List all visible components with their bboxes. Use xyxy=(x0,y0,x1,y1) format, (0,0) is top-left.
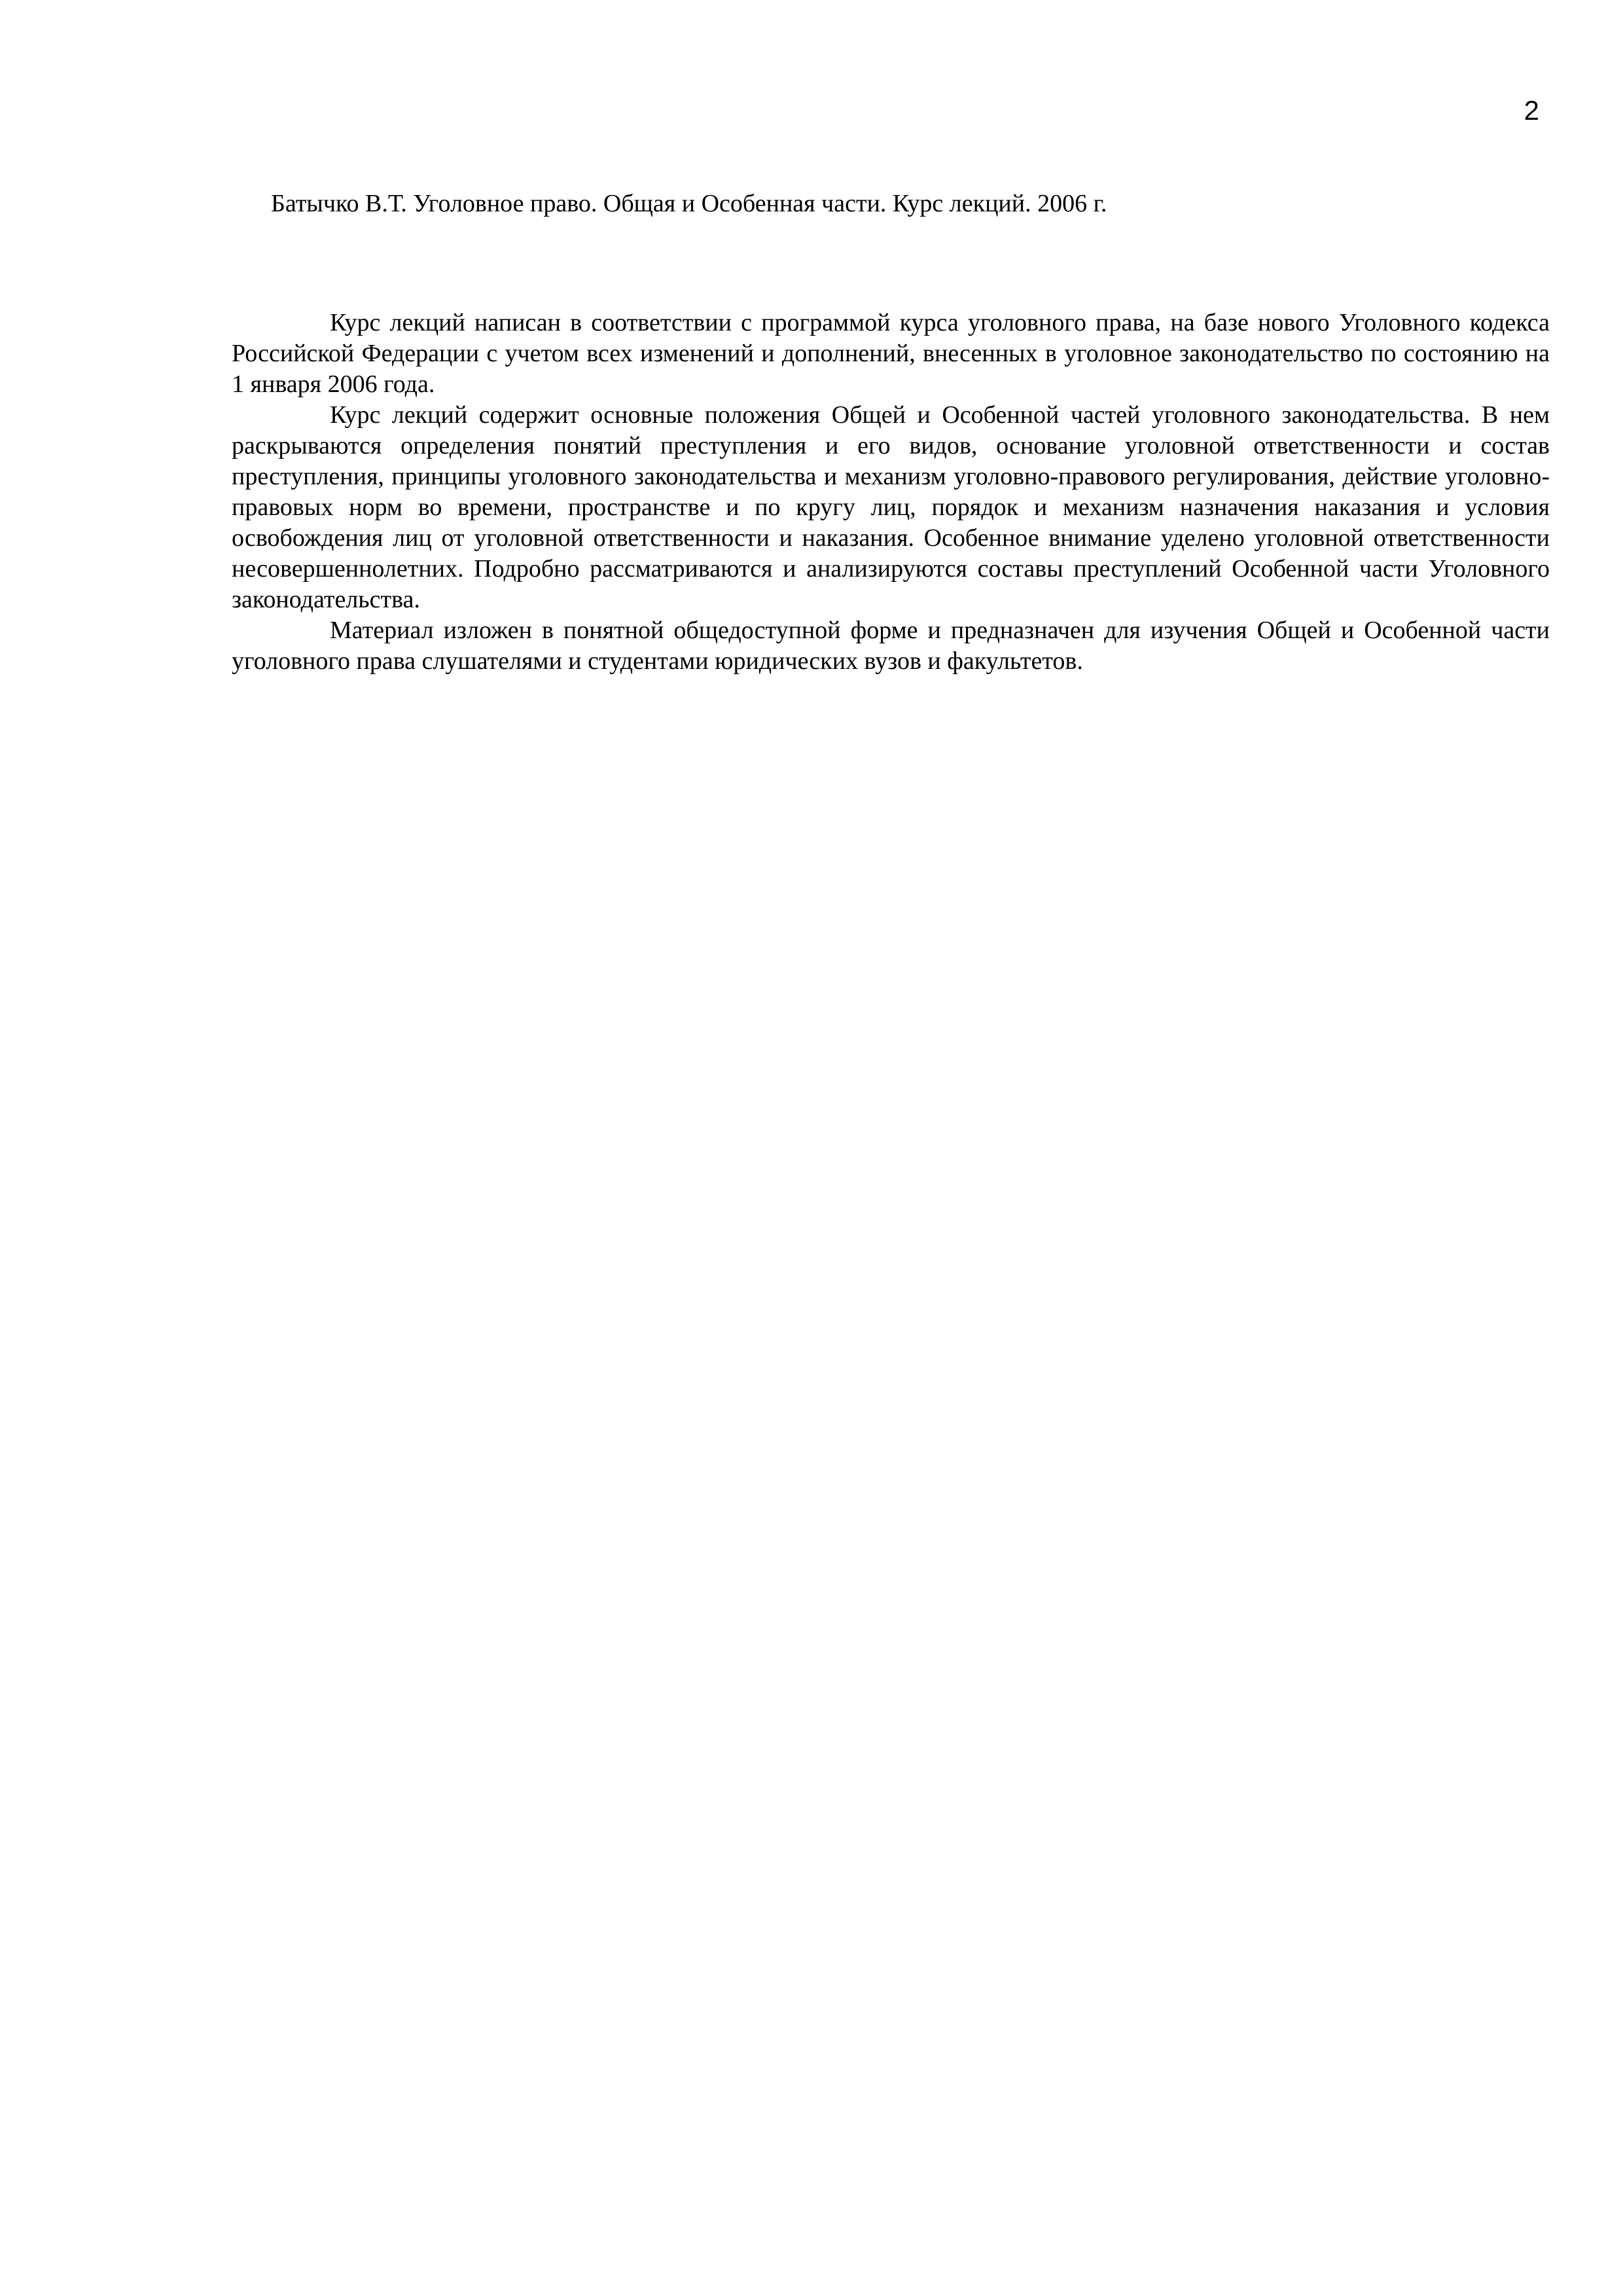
annotation-paragraph: Курс лекций написан в соответствии с программой курса уголовного права, на базе нового Уголовного кодекса Российской Федерации с учетом всех изменений и дополнений, внесенных в уголовное законодательство по состоянию на 1 января 2006 года. xyxy=(232,309,1550,398)
page-number: 2 xyxy=(1524,95,1539,126)
annotation-paragraph: Курс лекций содержит основные положения Общей и Особенной частей уголовного законодательства. В нем раскрываются определения понятий преступления и его видов, основание уголовной ответственности и состав преступления, принципы уголовного законодательства и механизм уголовно-правового регулирования, действие уголовно-правовых норм во времени, пространстве и по кругу лиц, порядок и механизм назначения наказания и условия освобождения лиц от уголовной ответственности и наказания. Особенное внимание уделено уголовной ответственности несовершеннолетних. Подробно рассматриваются и анализируются составы преступлений Особенной части Уголовного законодательства. xyxy=(232,401,1550,613)
bibliographic-citation: Батычко В.Т. Уголовное право. Общая и Особенная части. Курс лекций. 2006 г. xyxy=(271,190,1107,217)
annotation-text xyxy=(232,308,1550,677)
annotation-paragraph: Материал изложен в понятной общедоступной форме и предназначен для изучения Общей и Особенной части уголовного права слушателями и студентами юридических вузов и факультетов. xyxy=(232,617,1550,675)
